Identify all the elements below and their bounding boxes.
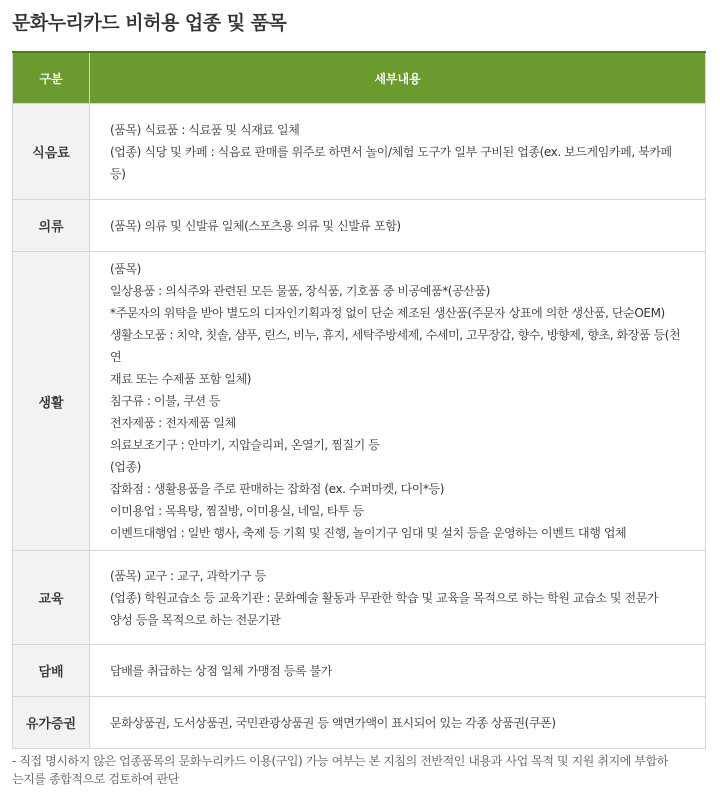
row-details <box>90 200 706 252</box>
detail-line: 생활소모품 : 치약, 칫솔, 샴푸, 린스, 비누, 휴지, 세탁주방세제, 수세미, 고무장갑, 향수, 방향제, 향초, 화장품 등(천연 <box>110 328 681 364</box>
detail-line: (업종) 식당 및 카페 : 식음료 판매를 위주로 하면서 놀이/체험 도구가 일부 구비된 업종(ex. 보드게임카페, 북카페 <box>110 144 672 159</box>
row-category: 생활 <box>13 252 90 551</box>
detail-line: 담배를 취급하는 상점 일체 가맹점 등록 불가 <box>110 663 332 678</box>
table-row <box>13 551 706 645</box>
table-row <box>13 200 706 252</box>
detail-line: 잡화점 : 생활용품을 주로 판매하는 잡화점 (ex. 수퍼마켓, 다이*등) <box>110 482 445 496</box>
detail-line: 이벤트대행업 : 일반 행사, 축제 등 기획 및 진행, 놀이기구 임대 및 설치 등을 운영하는 이벤트 대행 업체 <box>110 526 627 540</box>
footnote-line: 는지를 종합적으로 검토하여 판단 <box>12 772 179 786</box>
table-row <box>13 697 706 749</box>
detail-line: (업종) <box>110 460 141 474</box>
table-row <box>13 645 706 697</box>
detail-line: 의료보조기구 : 안마기, 지압슬리퍼, 온열기, 찜질기 등 <box>110 438 380 452</box>
detail-line: 일상용품 : 의식주와 관련된 모든 물품, 장식품, 기호품 중 비공예품*(공산품) <box>110 284 490 298</box>
detail-line: (품목) 식료품 : 식료품 및 식재료 일체 <box>110 122 300 137</box>
row-details <box>90 697 706 749</box>
detail-line: 이미용업 : 목욕탕, 찜질방, 이미용실, 네일, 타투 등 <box>110 504 364 518</box>
detail-line: (품목) <box>110 262 141 276</box>
row-category: 의류 <box>13 200 90 252</box>
header-category: 구분 <box>13 52 90 104</box>
footnote <box>12 752 712 788</box>
table-row <box>13 104 706 200</box>
table-row <box>13 252 706 551</box>
detail-line: (품목) 의류 및 신발류 일체(스포츠용 의류 및 신발류 포함) <box>110 218 401 233</box>
header-details: 세부내용 <box>90 52 706 104</box>
page-title: 문화누리카드 비허용 업종 및 품목 <box>12 12 287 34</box>
row-category: 유가증권 <box>13 697 90 749</box>
table-header-row <box>13 52 706 104</box>
row-details <box>90 551 706 645</box>
detail-line: 등) <box>110 166 126 181</box>
detail-line: (업종) 학원교습소 등 교육기관 : 문화예술 활동과 무관한 학습 및 교육을 목적으로 하는 학원 교습소 및 전문가 <box>110 590 659 605</box>
detail-line: 침구류 : 이불, 쿠션 등 <box>110 394 221 408</box>
row-category: 담배 <box>13 645 90 697</box>
detail-line: (품목) 교구 : 교구, 과학기구 등 <box>110 568 266 583</box>
row-category: 식음료 <box>13 104 90 200</box>
detail-line: 재료 또는 수제품 포함 일체) <box>110 372 252 386</box>
footnote-line: - 직접 명시하지 않은 업종품목의 문화누리카드 이용(구입) 가능 여부는 본 지침의 전반적인 내용과 사업 목적 및 지원 취지에 부합하 <box>12 754 668 768</box>
detail-line: 문화상품권, 도서상품권, 국민관광상품권 등 액면가액이 표시되어 있는 각종 상품권(쿠폰) <box>110 715 556 730</box>
row-category: 교육 <box>13 551 90 645</box>
row-details <box>90 252 706 551</box>
row-details <box>90 104 706 200</box>
restriction-table <box>12 51 706 749</box>
detail-line: 양성 등을 목적으로 하는 전문기관 <box>110 612 281 627</box>
detail-line: 전자제품 : 전자제품 일체 <box>110 416 236 430</box>
row-details <box>90 645 706 697</box>
detail-line: *주문자의 위탁을 받아 별도의 디자인기획과정 없이 단순 제조된 생산품(주문자 상표에 의한 생산품, 단순OEM) <box>110 306 665 320</box>
